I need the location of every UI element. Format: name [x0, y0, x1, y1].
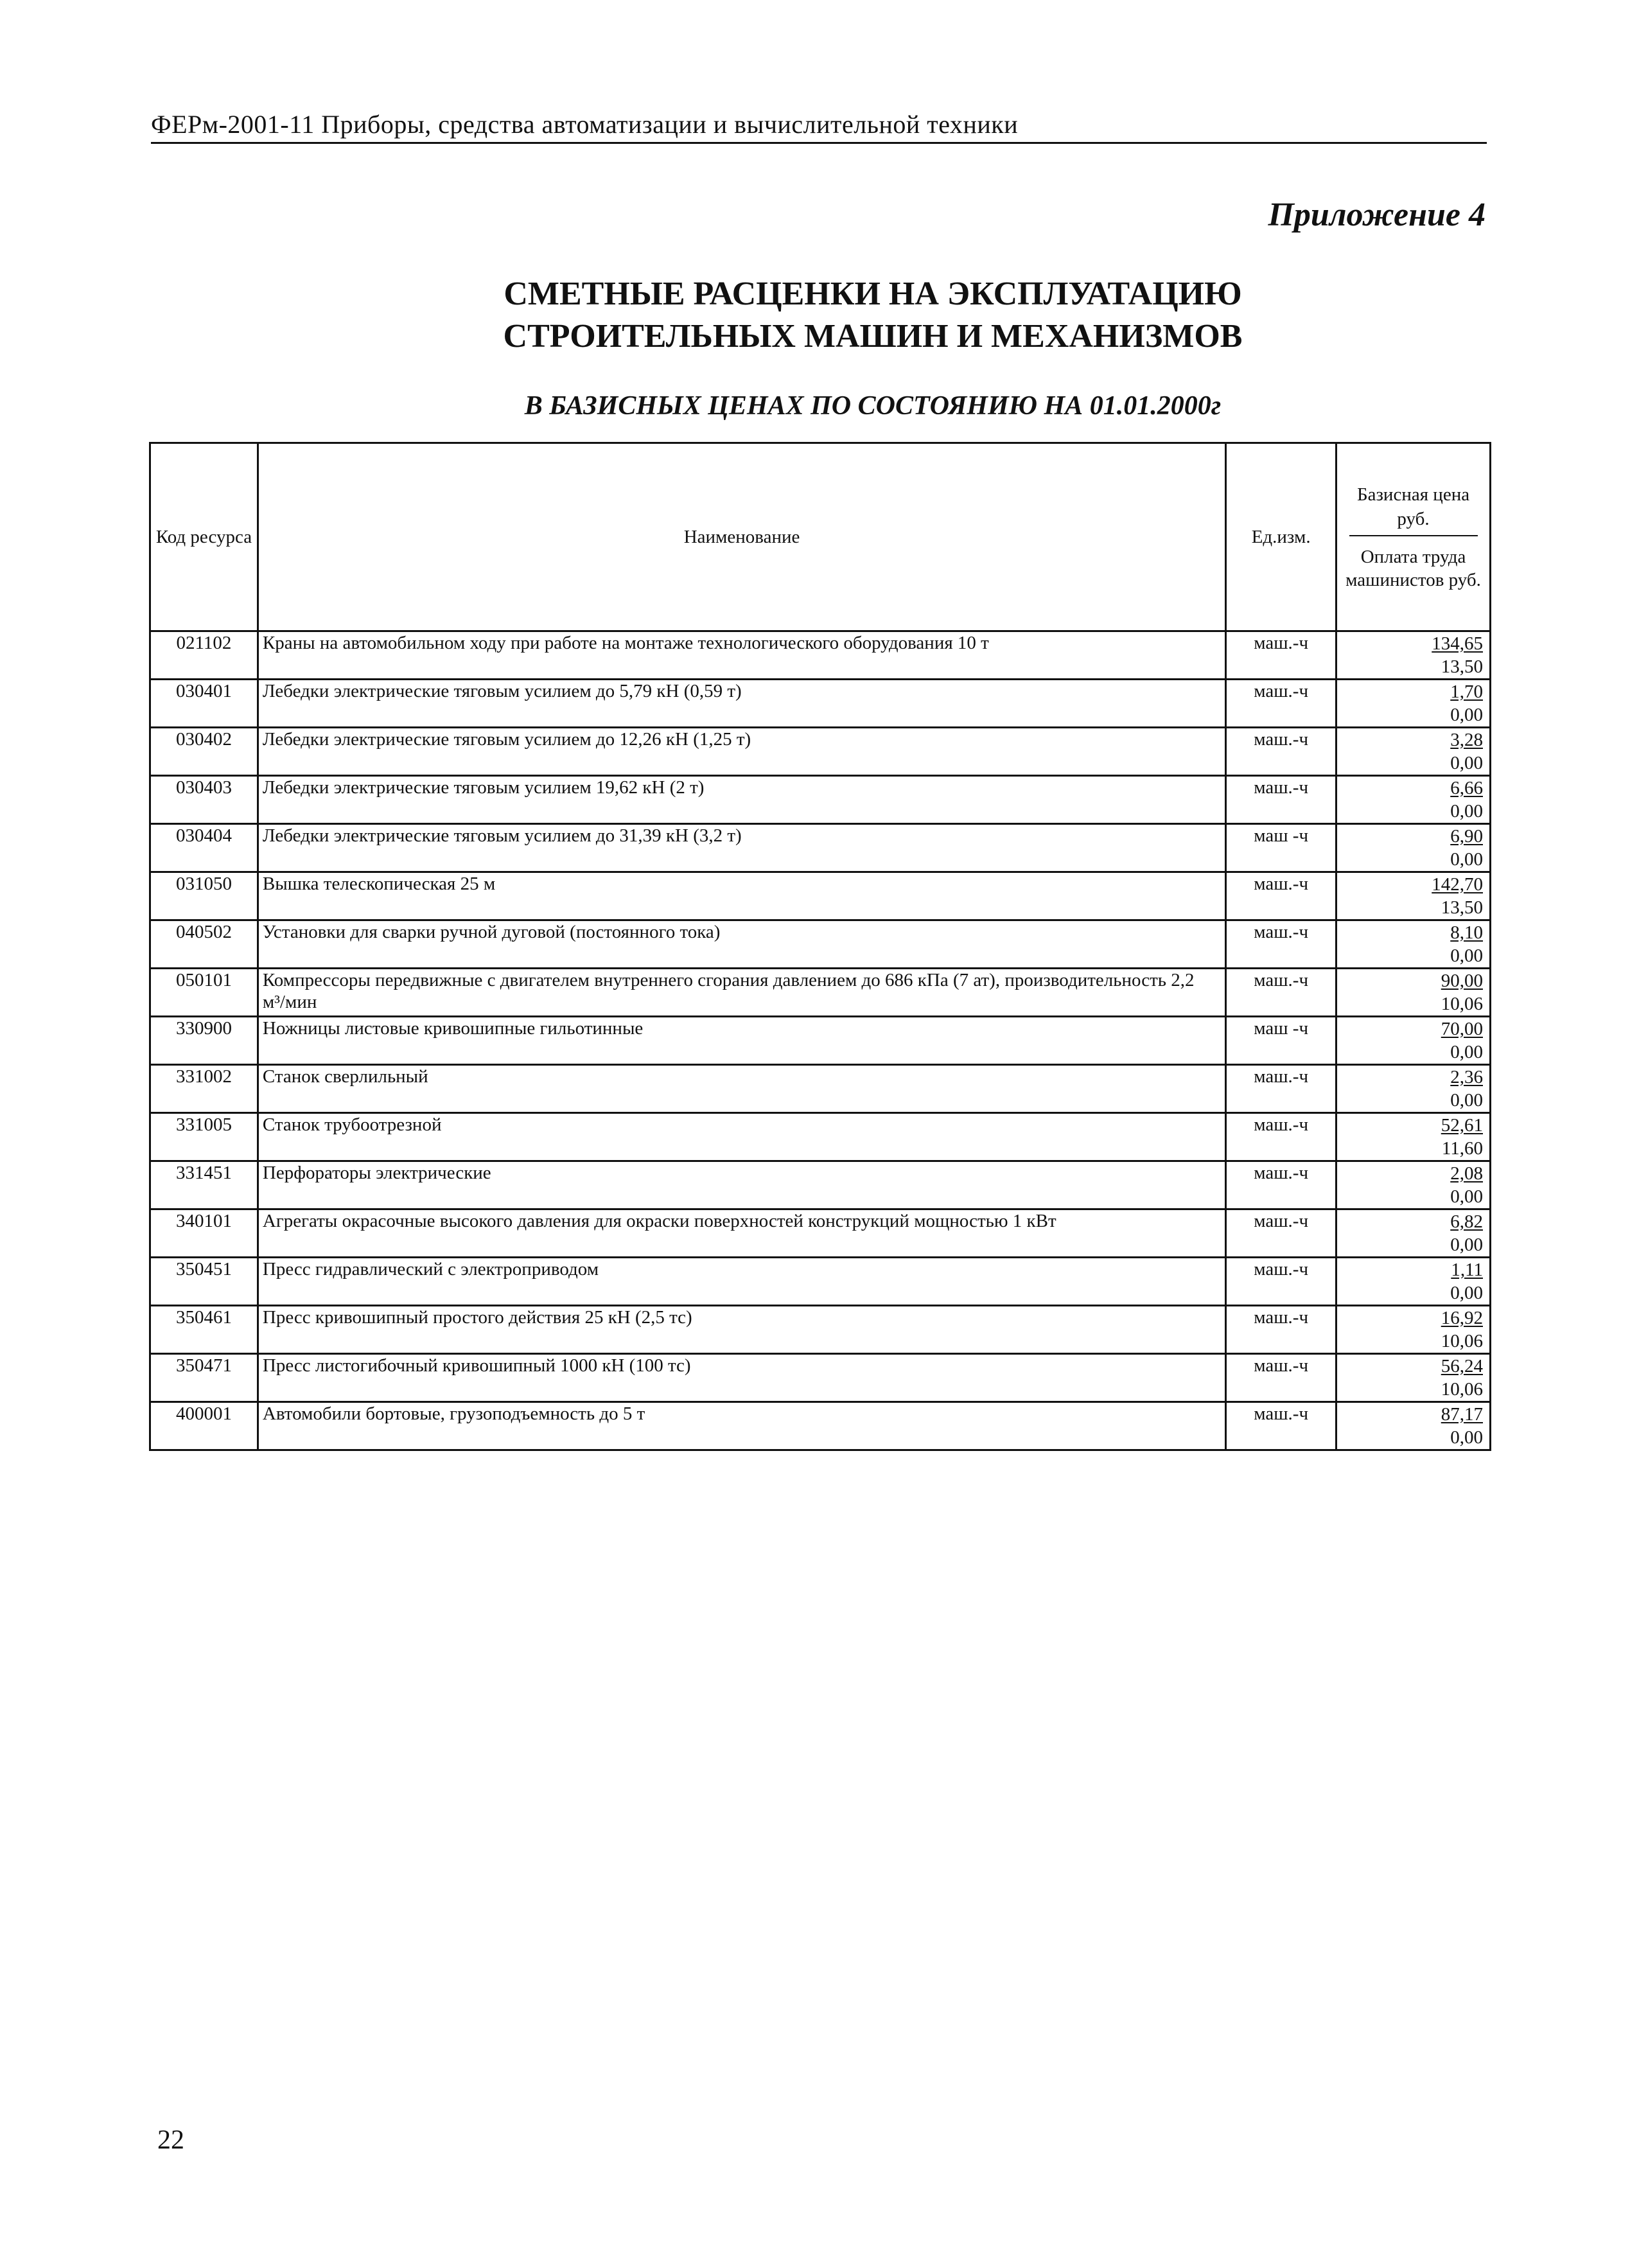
base-price: 8,10	[1450, 922, 1483, 943]
price-cell	[1336, 969, 1491, 1017]
table-row	[150, 1161, 1491, 1209]
resource-code: 330900	[150, 1017, 258, 1065]
resource-unit: маш.-ч	[1226, 969, 1336, 1017]
price-cell	[1336, 824, 1491, 872]
resource-code: 030403	[150, 776, 258, 824]
operator-wage: 10,06	[1441, 1379, 1483, 1400]
base-price: 90,00	[1441, 971, 1483, 991]
table-row	[150, 1209, 1491, 1258]
price-cell	[1336, 1065, 1491, 1113]
operator-wage: 0,00	[1450, 945, 1483, 966]
resource-unit: маш -ч	[1226, 1017, 1336, 1065]
resource-name: Пресс гидравлический с электроприводом	[258, 1258, 1225, 1306]
price-cell	[1336, 1209, 1491, 1258]
header-name: Наименование	[258, 443, 1225, 631]
resource-unit: маш.-ч	[1226, 1354, 1336, 1402]
resource-name: Компрессоры передвижные с двигателем внутреннего сгорания давлением до 686 кПа (7 ат), производительность 2,2 м³/мин	[258, 969, 1225, 1017]
price-cell	[1336, 1402, 1491, 1450]
base-price: 16,92	[1441, 1308, 1483, 1328]
resource-unit: маш.-ч	[1226, 1161, 1336, 1209]
page-number: 22	[157, 2125, 184, 2155]
resource-name: Пресс кривошипный простого действия 25 кН (2,5 тс)	[258, 1306, 1225, 1354]
table-row	[150, 1065, 1491, 1113]
table-row	[150, 824, 1491, 872]
header-price-cell	[1336, 443, 1491, 631]
table-row	[150, 1354, 1491, 1402]
header-price: Базисная цена руб.	[1356, 484, 1470, 529]
operator-wage: 10,06	[1441, 1331, 1483, 1351]
resource-code: 350461	[150, 1306, 258, 1354]
resource-unit: маш.-ч	[1226, 920, 1336, 969]
operator-wage: 0,00	[1450, 1186, 1483, 1207]
resource-unit: маш.-ч	[1226, 776, 1336, 824]
table-row	[150, 728, 1491, 776]
operator-wage: 0,00	[1450, 801, 1483, 822]
resource-unit: маш.-ч	[1226, 1306, 1336, 1354]
resource-code: 030402	[150, 728, 258, 776]
table-row	[150, 1113, 1491, 1161]
resource-unit: маш.-ч	[1226, 631, 1336, 680]
resource-name: Установки для сварки ручной дуговой (постоянного тока)	[258, 920, 1225, 969]
resource-code: 350451	[150, 1258, 258, 1306]
price-cell	[1336, 1354, 1491, 1402]
base-price: 87,17	[1441, 1404, 1483, 1425]
title-line-1: СМЕТНЫЕ РАСЦЕНКИ НА ЭКСПЛУАТАЦИЮ	[504, 276, 1242, 312]
resource-code: 331002	[150, 1065, 258, 1113]
operator-wage: 0,00	[1450, 1235, 1483, 1255]
operator-wage: 0,00	[1450, 705, 1483, 725]
resource-name: Лебедки электрические тяговым усилием до 12,26 кН (1,25 т)	[258, 728, 1225, 776]
table-row	[150, 872, 1491, 920]
price-cell	[1336, 1017, 1491, 1065]
base-price: 56,24	[1441, 1356, 1483, 1376]
table-row	[150, 920, 1491, 969]
base-price: 134,65	[1432, 633, 1483, 654]
resource-code: 331005	[150, 1113, 258, 1161]
running-header: ФЕРм-2001-11 Приборы, средства автоматизации и вычислительной техники	[151, 109, 1487, 144]
resource-name: Станок трубоотрезной	[258, 1113, 1225, 1161]
price-cell	[1336, 1161, 1491, 1209]
table-row	[150, 631, 1491, 680]
document-title	[0, 273, 1630, 358]
base-price: 1,11	[1451, 1260, 1483, 1280]
table-row	[150, 680, 1491, 728]
base-price: 6,90	[1450, 826, 1483, 847]
operator-wage: 0,00	[1450, 1042, 1483, 1062]
resource-name: Автомобили бортовые, грузоподъемность до 5 т	[258, 1402, 1225, 1450]
price-cell	[1336, 728, 1491, 776]
table-row	[150, 1258, 1491, 1306]
resource-code: 021102	[150, 631, 258, 680]
resource-name: Пресс листогибочный кривошипный 1000 кН (100 тс)	[258, 1354, 1225, 1402]
price-cell	[1336, 1113, 1491, 1161]
table-row	[150, 1306, 1491, 1354]
header-code: Код ресурса	[150, 443, 258, 631]
base-price: 2,36	[1450, 1067, 1483, 1087]
base-price: 70,00	[1441, 1019, 1483, 1039]
resource-code: 030401	[150, 680, 258, 728]
resource-name: Станок сверлильный	[258, 1065, 1225, 1113]
resource-code: 040502	[150, 920, 258, 969]
base-price: 2,08	[1450, 1163, 1483, 1184]
resource-code: 031050	[150, 872, 258, 920]
resource-code: 400001	[150, 1402, 258, 1450]
resource-name: Лебедки электрические тяговым усилием 19,62 кН (2 т)	[258, 776, 1225, 824]
base-price: 6,82	[1450, 1211, 1483, 1232]
operator-wage: 0,00	[1450, 753, 1483, 773]
resource-unit: маш.-ч	[1226, 1065, 1336, 1113]
table-row	[150, 776, 1491, 824]
resource-unit: маш.-ч	[1226, 1402, 1336, 1450]
price-cell	[1336, 1306, 1491, 1354]
header-unit: Ед.изм.	[1226, 443, 1336, 631]
document-subtitle: В БАЗИСНЫХ ЦЕНАХ ПО СОСТОЯНИЮ НА 01.01.2000г	[524, 391, 1222, 421]
resource-unit: маш.-ч	[1226, 1258, 1336, 1306]
operator-wage: 10,06	[1441, 994, 1483, 1014]
operator-wage: 0,00	[1450, 1283, 1483, 1303]
resource-unit: маш -ч	[1226, 824, 1336, 872]
resource-name: Лебедки электрические тяговым усилием до 31,39 кН (3,2 т)	[258, 824, 1225, 872]
resource-name: Агрегаты окрасочные высокого давления для окраски поверхностей конструкций мощностью 1 кВт	[258, 1209, 1225, 1258]
price-cell	[1336, 776, 1491, 824]
resource-unit: маш.-ч	[1226, 728, 1336, 776]
operator-wage: 0,00	[1450, 849, 1483, 870]
price-cell	[1336, 1258, 1491, 1306]
resource-unit: маш.-ч	[1226, 872, 1336, 920]
resource-name: Перфораторы электрические	[258, 1161, 1225, 1209]
header-wage: Оплата труда машинистов руб.	[1345, 547, 1481, 590]
operator-wage: 13,50	[1441, 897, 1483, 918]
table-row	[150, 1402, 1491, 1450]
base-price: 52,61	[1441, 1115, 1483, 1136]
resource-code: 331451	[150, 1161, 258, 1209]
title-line-2: СТРОИТЕЛЬНЫХ МАШИН И МЕХАНИЗМОВ	[503, 318, 1243, 355]
resource-code: 050101	[150, 969, 258, 1017]
price-cell	[1336, 920, 1491, 969]
operator-wage: 11,60	[1441, 1138, 1483, 1159]
base-price: 142,70	[1432, 874, 1483, 895]
table-body	[150, 631, 1491, 1450]
table-header-row	[150, 443, 1491, 631]
base-price: 1,70	[1450, 681, 1483, 702]
resource-name: Вышка телескопическая 25 м	[258, 872, 1225, 920]
resource-name: Краны на автомобильном ходу при работе на монтаже технологического оборудования 10 т	[258, 631, 1225, 680]
resource-unit: маш.-ч	[1226, 1209, 1336, 1258]
price-cell	[1336, 680, 1491, 728]
operator-wage: 0,00	[1450, 1090, 1483, 1111]
operator-wage: 0,00	[1450, 1427, 1483, 1448]
price-cell	[1336, 872, 1491, 920]
resource-code: 350471	[150, 1354, 258, 1402]
resource-name: Ножницы листовые кривошипные гильотинные	[258, 1017, 1225, 1065]
resource-unit: маш.-ч	[1226, 680, 1336, 728]
resource-name: Лебедки электрические тяговым усилием до 5,79 кН (0,59 т)	[258, 680, 1225, 728]
resource-unit: маш.-ч	[1226, 1113, 1336, 1161]
rates-table	[149, 442, 1491, 1451]
base-price: 6,66	[1450, 778, 1483, 798]
base-price: 3,28	[1450, 730, 1483, 750]
table-row	[150, 969, 1491, 1017]
price-cell	[1336, 631, 1491, 680]
appendix-label: Приложение 4	[1268, 197, 1485, 233]
operator-wage: 13,50	[1441, 656, 1483, 677]
resource-code: 340101	[150, 1209, 258, 1258]
resource-code: 030404	[150, 824, 258, 872]
table-row	[150, 1017, 1491, 1065]
